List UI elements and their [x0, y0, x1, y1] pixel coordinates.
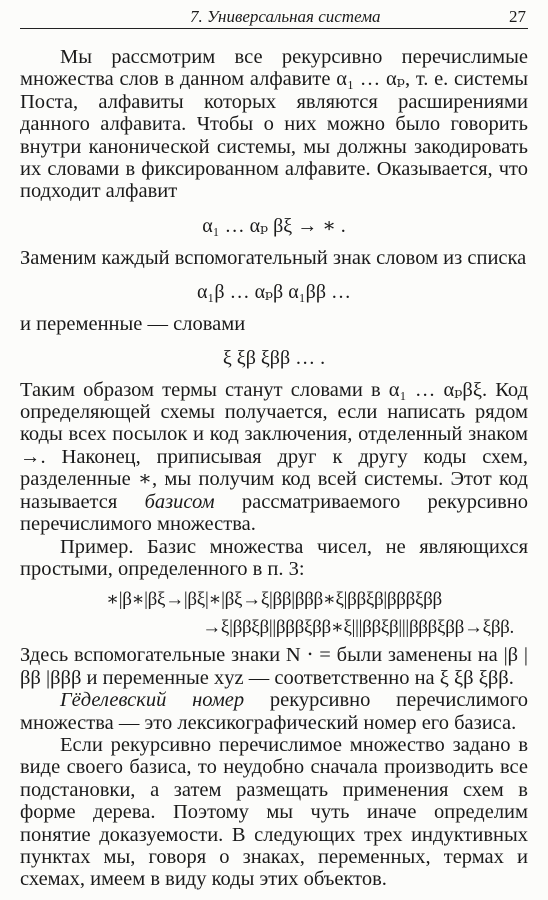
- formula-variable-codes: ξ ξβ ξββ … .: [222, 346, 326, 369]
- godel-term: Гёделевский номер: [60, 689, 245, 712]
- page-body: [20, 46, 528, 891]
- paragraph-substitution: Здесь вспомогательные знаки N ⋅ = были заменены на |β |ββ |βββ и переменные xyz — соответственно на ξ ξβ ξββ.: [20, 644, 528, 689]
- paragraph-alphabet: Мы рассмотрим все рекурсивно перечислимые множества слов в данном алфавите α₁ … αₚ, т. е. системы Поста, алфавиты которых являются расширениями данного алфавита. Чтобы о них можно было говорить внутри канонической системы, мы должны закодировать их словами в фиксированном алфавите. Оказывается, что подходит алфавит: [20, 46, 528, 203]
- paragraph-example: Пример. Базис множества чисел, не являющихся простыми, определенного в п. 3:: [20, 535, 528, 580]
- basis-term: базисом: [144, 490, 215, 513]
- running-header: [20, 4, 528, 29]
- example-basis-line-1: ∗|β∗|βξ→|βξ|∗|βξ→ξ|ββ|βββ∗ξ|ββξβ|βββξββ: [106, 589, 442, 611]
- paragraph-godel-number: [20, 689, 528, 734]
- paragraph-variables: и переменные — словами: [20, 313, 246, 336]
- godel-text: рекурсивно перечислимого множества — это лексикографический номер его базиса.: [20, 689, 528, 734]
- basis-text: Таким образом термы станут словами в α₁ … αₚβξ. Код определяющей схемы получается, если написать рядом коды всех посылок и код заключения, отделенный знаком →. Наконец, приписывая друг к другу коды схем, разделенные ∗, мы получим код всей системы. Этот код называется: [20, 378, 528, 513]
- running-title: 7. Универсальная система: [190, 7, 381, 26]
- paragraph-provability: Если рекурсивно перечислимое множество задано в виде своего базиса, то неудобно сначала производить все подстановки, а затем размещать применения схем в форме дерева. Поэтому мы чуть иначе определим понятие доказуемости. В следующих трех индуктивных пунктах мы, говоря о знаках, переменных, термах и схемах, имеем в виду коды этих объектов.: [20, 733, 528, 891]
- example-basis-line-2: →ξ|ββξβ||βββξββ∗ξ|||ββξβ|||βββξββ→ξββ.: [202, 617, 514, 639]
- example-basis: [20, 586, 528, 642]
- formula-alphabet: α₁ … αₚ βξ → ∗ .: [202, 214, 346, 237]
- basis-text-tail: рассматриваемого рекурсивно перечислимого множества.: [20, 490, 529, 536]
- formula-sign-codes: α₁β … αₚβ α₁ββ …: [196, 281, 352, 304]
- page-number: 27: [509, 7, 526, 26]
- paragraph-basis-definition: [20, 379, 528, 536]
- paragraph-replace-signs: Заменим каждый вспомогательный знак словом из списка: [20, 246, 527, 269]
